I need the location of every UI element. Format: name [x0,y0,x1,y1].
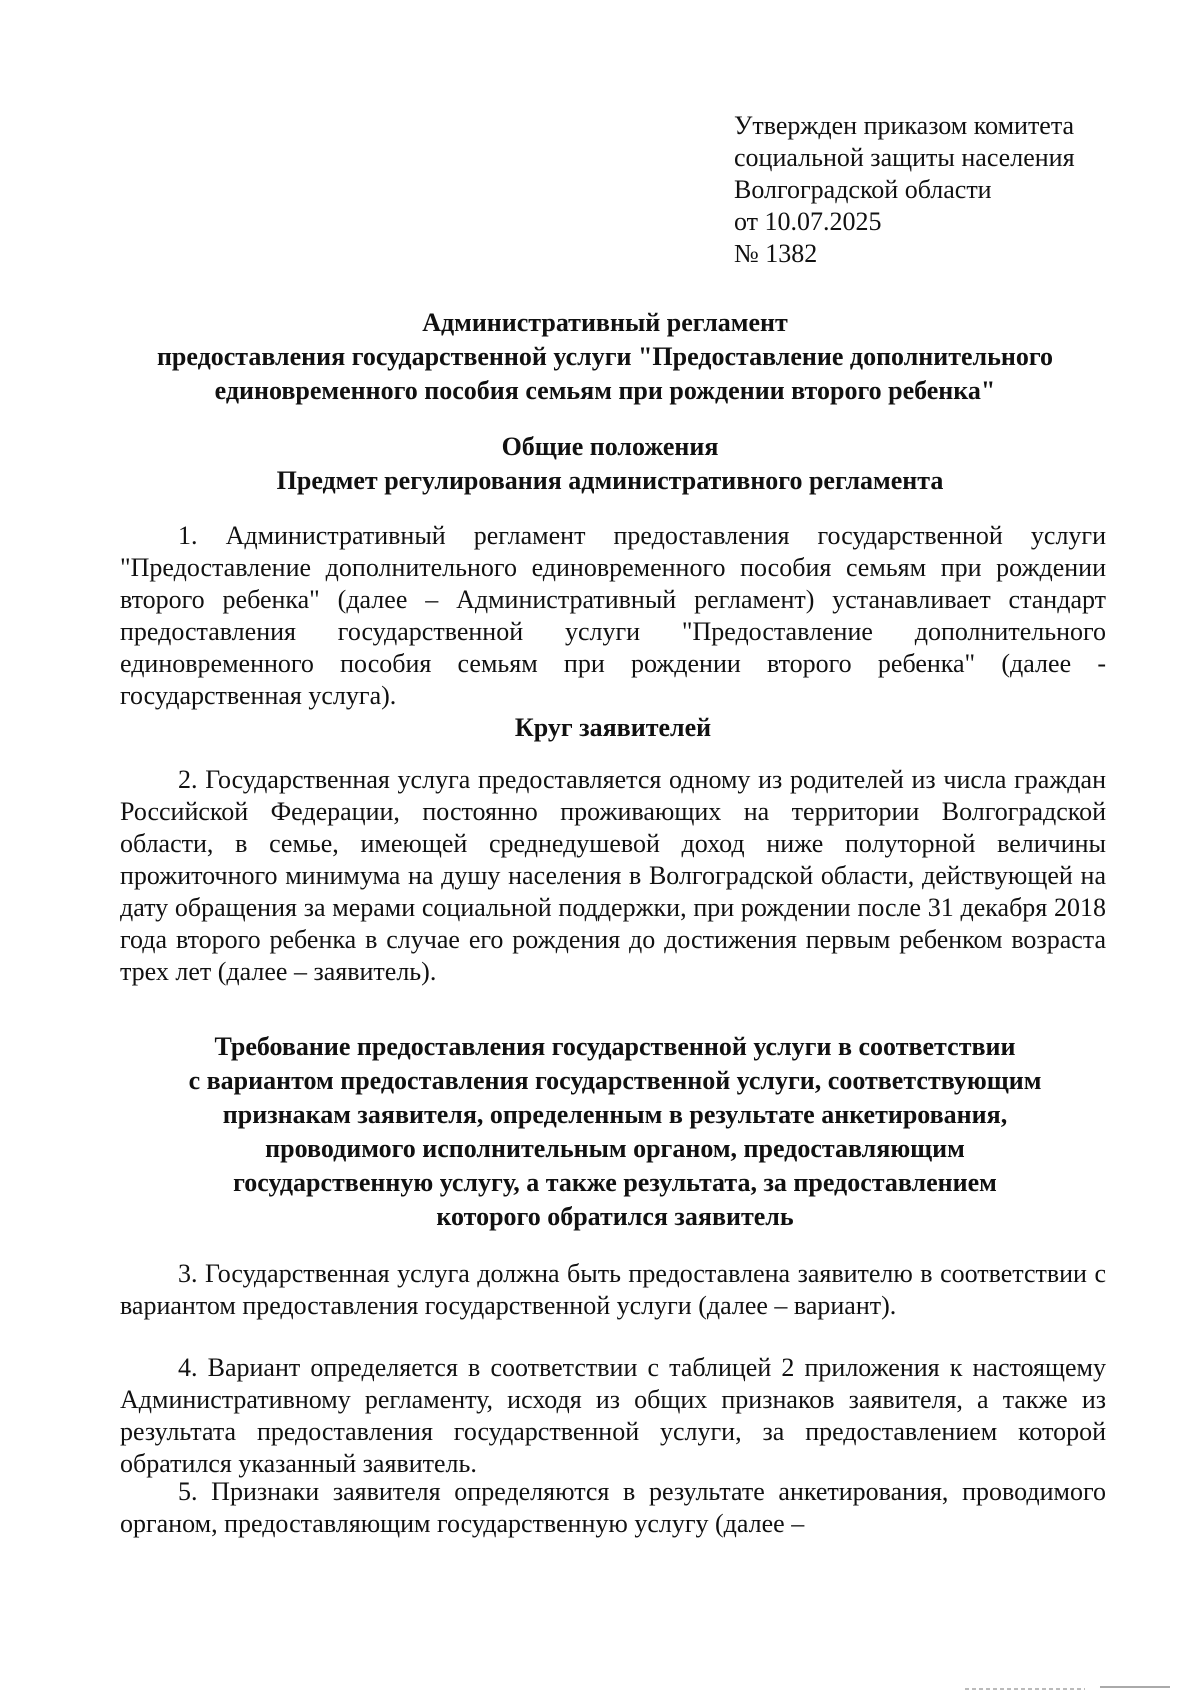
section-requirement-heading [150,1030,1080,1234]
approval-line-3: Волгоградской области [734,175,992,204]
paragraph-4: 4. Вариант определяется в соответствии с таблицей 2 приложения к настоящему Административному регламенту, исходя из общих признаков заявителя, а также из результата предоставления государственной услуги, за предоставлением которой обратился указанный заявитель. [120,1353,1106,1478]
section-requirement-line-5: государственную услугу, а также результата, за предоставлением [233,1168,997,1197]
paragraph-3: 3. Государственная услуга должна быть предоставлена заявителю в соответствии с вариантом предоставления государственной услуги (далее – вариант). [120,1259,1106,1320]
section-general-line-2: Предмет регулирования административного регламента [276,466,944,495]
approval-block [734,110,1154,270]
approval-line-2: социальной защиты населения [734,143,1075,172]
section-requirement-line-1: Требование предоставления государственной услуги в соответствии [214,1032,1016,1061]
approval-date: от 10.07.2025 [734,207,882,236]
scan-artifact-line [1100,1686,1170,1688]
approval-line-1: Утвержден приказом комитета [734,111,1075,140]
section-requirement-line-2: с вариантом предоставления государственной услуги, соответствующим [188,1066,1042,1095]
section-general-line-1: Общие положения [501,432,719,461]
paragraph-2: 2. Государственная услуга предоставляется одному из родителей из числа граждан Российской Федерации, постоянно проживающих на территории Волгоградской области, в семье, имеющей среднедушевой доход ниже полуторной величины прожиточного минимума на душу населения в Волгоградской области, действующей на дату обращения за мерами социальной поддержки, при рождении после 31 декабря 2018 года второго ребенка в случае его рождения до достижения первым ребенком возраста трех лет (далее – заявитель). [120,765,1106,986]
section-requirement-line-3: признакам заявителя, определенным в результате анкетирования, [222,1100,1008,1129]
paragraph-1: 1. Административный регламент предоставления государственной услуги "Предоставление дополнительного единовременного пособия семьям при рождении второго ребенка" (далее – Административный регламент) устанавливает стандарт предоставления государственной услуги "Предоставление дополнительного единовременного пособия семьям при рождении второго ребенка" (далее - государственная услуга). [120,521,1106,710]
section-general-heading [120,430,1100,498]
section-applicants-heading: Круг заявителей [514,713,712,742]
document-title [120,306,1090,408]
paragraph-5: 5. Признаки заявителя определяются в результате анкетирования, проводимого органом, предоставляющим государственную услугу (далее – [120,1477,1106,1538]
approval-number: № 1382 [734,239,818,268]
title-line-3: единовременного пособия семьям при рождении второго ребенка" [214,376,996,405]
title-line-2: предоставления государственной услуги "Предоставление дополнительного [156,342,1054,371]
section-requirement-line-6: которого обратился заявитель [436,1202,794,1231]
scan-artifact [965,1688,1085,1690]
section-requirement-line-4: проводимого исполнительным органом, предоставляющим [265,1134,965,1163]
title-line-1: Административный регламент [422,308,788,337]
